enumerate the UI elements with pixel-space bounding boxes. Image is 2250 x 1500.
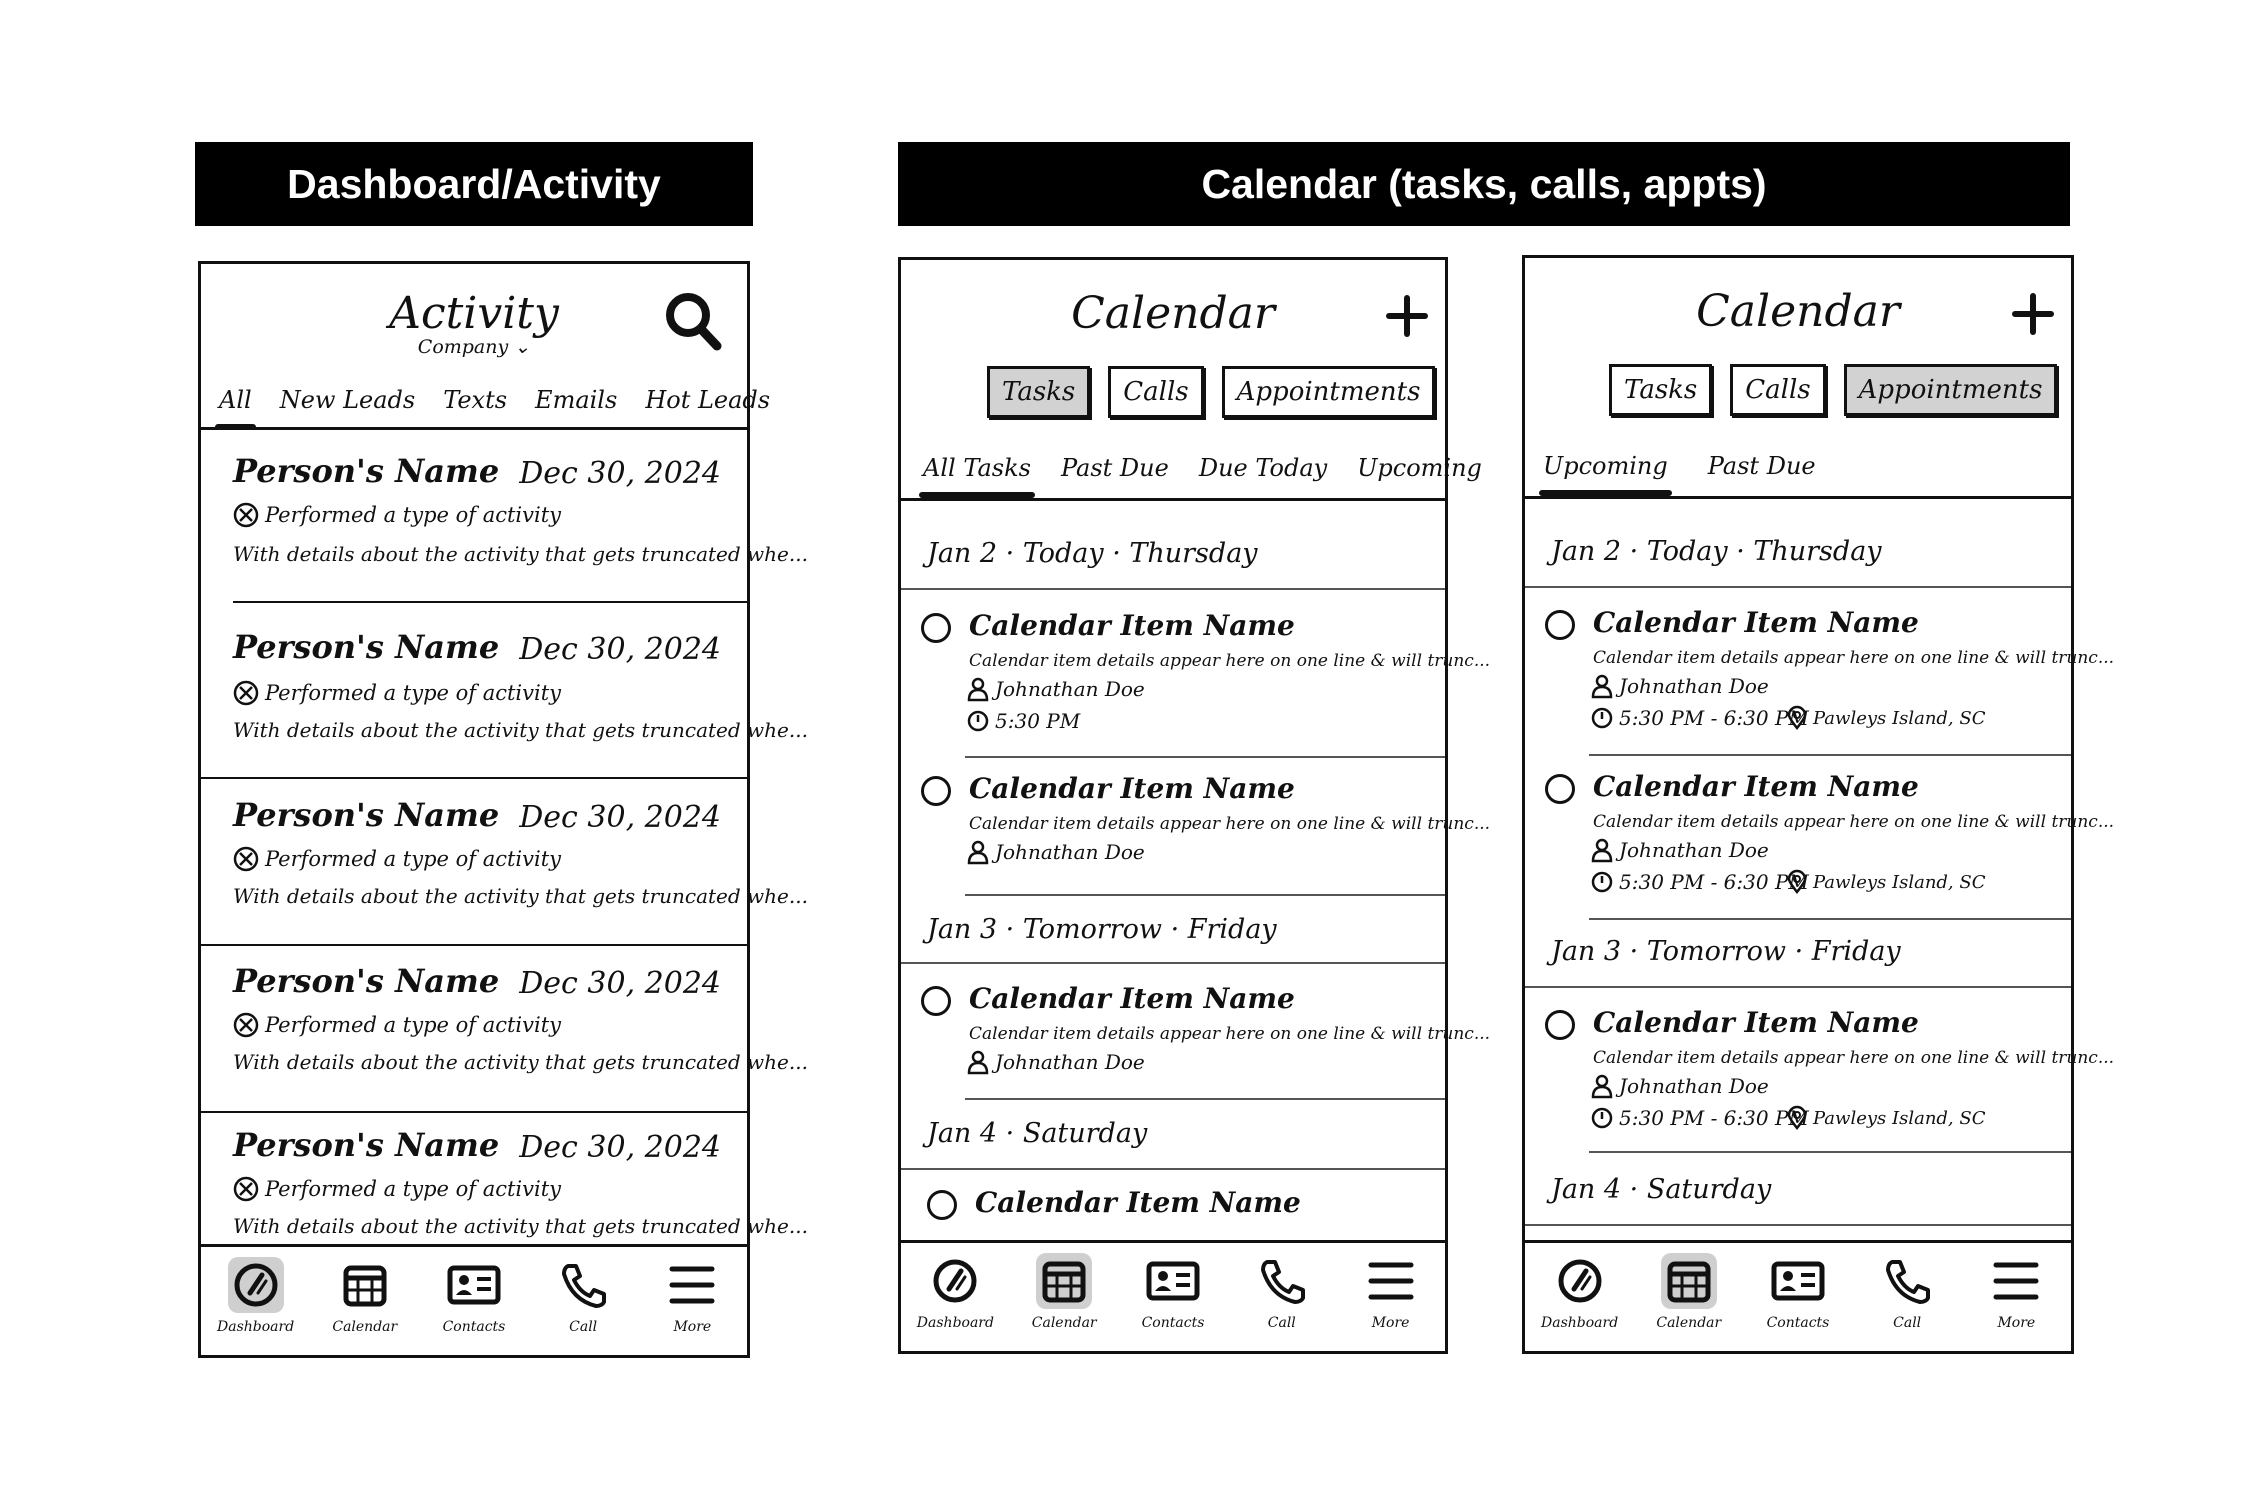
- item-person: [1591, 674, 1769, 698]
- person-name: Person's Name: [233, 796, 500, 834]
- item-name: Calendar Item Name: [969, 772, 1295, 805]
- activity-details: With details about the activity that gets truncated whe...: [233, 1050, 808, 1074]
- nav-label: Contacts: [442, 1319, 506, 1335]
- activity-action-text: Performed a type of activity: [265, 1013, 562, 1037]
- nav-more[interactable]: [1976, 1243, 2056, 1331]
- person-name: Person's Name: [233, 1126, 500, 1164]
- day-header: Jan 2 · Today · Thursday: [1551, 536, 1882, 567]
- item-person: [1591, 1074, 1769, 1098]
- contact-card-icon: [1770, 1253, 1826, 1309]
- location-pin-icon: [1787, 706, 1807, 730]
- item-details: Calendar item details appear here on one line & will trunc...: [969, 651, 1491, 671]
- menu-icon: [1363, 1253, 1419, 1309]
- day-divider: [901, 962, 1445, 964]
- nav-label: Calendar: [332, 1319, 398, 1335]
- activity-action: [233, 680, 561, 706]
- person-name: Johnathan Doe: [995, 677, 1145, 701]
- person-name: Johnathan Doe: [1619, 838, 1769, 862]
- banner-title: Dashboard/Activity: [287, 160, 661, 207]
- banner-title: Calendar (tasks, calls, appts): [1201, 160, 1767, 207]
- contact-card-icon: [1145, 1253, 1201, 1309]
- day-header: Jan 3 · Tomorrow · Friday: [1551, 936, 1901, 967]
- calendar-item[interactable]: [901, 760, 1491, 880]
- chevron-down-icon: ⌄: [514, 336, 531, 358]
- nav-label: Calendar: [1031, 1315, 1097, 1331]
- location-pin-icon: [1787, 870, 1807, 894]
- person-name: Person's Name: [233, 962, 500, 1000]
- bottom-nav: [1525, 1240, 2071, 1351]
- tab-texts[interactable]: Texts: [443, 386, 508, 414]
- add-icon[interactable]: [1385, 294, 1429, 342]
- checkbox-circle-icon[interactable]: [1545, 1010, 1575, 1040]
- banner-dashboard-activity: [195, 142, 753, 226]
- location-text: Pawleys Island, SC: [1813, 707, 1986, 729]
- activity-details: With details about the activity that gets truncated whe...: [233, 884, 808, 908]
- item-divider: [1589, 754, 2071, 756]
- checkbox-circle-icon[interactable]: [921, 613, 951, 643]
- item-divider: [965, 756, 1445, 758]
- item-divider: [1589, 1151, 2071, 1153]
- tabs-divider: [901, 498, 1445, 501]
- row-divider: [233, 601, 747, 603]
- appointment-filter-tabs: [1543, 452, 1816, 480]
- activity-x-circle-icon: [233, 680, 259, 706]
- nav-dashboard[interactable]: [915, 1243, 995, 1331]
- item-details: Calendar item details appear here on one line & will trunc...: [969, 1024, 1491, 1044]
- time-text: 5:30 PM: [995, 709, 1081, 733]
- nav-call[interactable]: [1867, 1243, 1947, 1331]
- clock-icon: [1591, 707, 1613, 729]
- add-icon[interactable]: [2011, 292, 2055, 340]
- item-details: Calendar item details appear here on one line & will trunc...: [1593, 812, 2115, 832]
- tabs-divider: [1525, 496, 2071, 499]
- item-person: [967, 840, 1145, 864]
- activity-details: With details about the activity that gets truncated whe...: [233, 718, 808, 742]
- nav-calendar[interactable]: [1649, 1243, 1729, 1331]
- row-divider: [201, 944, 747, 946]
- time-text: 5:30 PM - 6:30 PM: [1619, 870, 1809, 894]
- person-icon: [967, 677, 989, 701]
- list-item[interactable]: [233, 952, 808, 1117]
- activity-action: [233, 1176, 561, 1202]
- tab-emails[interactable]: Emails: [535, 386, 618, 414]
- checkbox-circle-icon[interactable]: [1545, 774, 1575, 804]
- activity-date: Dec 30, 2024: [519, 966, 721, 1001]
- activity-date: Dec 30, 2024: [519, 800, 721, 835]
- activity-tabs: [219, 386, 770, 414]
- clock-icon: [967, 710, 989, 732]
- activity-x-circle-icon: [233, 1176, 259, 1202]
- activity-action: [233, 1012, 561, 1038]
- nav-more[interactable]: [652, 1247, 732, 1335]
- activity-x-circle-icon: [233, 1012, 259, 1038]
- segment-appointments[interactable]: Appointments: [1844, 364, 2058, 416]
- calendar-grid-icon: [337, 1257, 393, 1313]
- activity-action-text: Performed a type of activity: [265, 503, 562, 527]
- item-name: Calendar Item Name: [969, 982, 1295, 1015]
- tab-new-leads[interactable]: New Leads: [279, 386, 416, 414]
- row-divider: [201, 1111, 747, 1113]
- list-item[interactable]: [233, 786, 808, 951]
- calendar-appointments-screen: [1522, 255, 2115, 1354]
- calendar-item[interactable]: [1525, 758, 2115, 918]
- nav-calendar[interactable]: [1024, 1243, 1104, 1331]
- tab-upcoming[interactable]: Upcoming: [1543, 452, 1668, 480]
- person-icon: [967, 1050, 989, 1074]
- person-name: Person's Name: [233, 452, 500, 490]
- location-text: Pawleys Island, SC: [1813, 1107, 1986, 1129]
- search-icon[interactable]: [663, 290, 723, 356]
- person-icon: [1591, 1074, 1613, 1098]
- segment-calls[interactable]: Calls: [1108, 366, 1203, 418]
- activity-action: [233, 502, 561, 528]
- day-header: Jan 4 · Saturday: [927, 1118, 1148, 1149]
- menu-icon: [664, 1257, 720, 1313]
- calendar-tasks-screen: [898, 257, 1491, 1354]
- activity-x-circle-icon: [233, 846, 259, 872]
- activity-date: Dec 30, 2024: [519, 456, 721, 491]
- dashboard-gauge-icon: [228, 1257, 284, 1313]
- nav-call[interactable]: [1242, 1243, 1322, 1331]
- menu-icon: [1988, 1253, 2044, 1309]
- item-name: Calendar Item Name: [969, 609, 1295, 642]
- activity-action-text: Performed a type of activity: [265, 847, 562, 871]
- nav-calendar[interactable]: [325, 1247, 405, 1335]
- day-divider: [1525, 586, 2071, 588]
- bottom-nav: [201, 1244, 747, 1355]
- nav-label: Dashboard: [916, 1315, 994, 1331]
- nav-label: Call: [1893, 1315, 1922, 1331]
- task-filter-tabs: [923, 454, 1482, 482]
- day-divider: [1525, 1224, 2071, 1226]
- nav-label: Dashboard: [1541, 1315, 1619, 1331]
- item-details: Calendar item details appear here on one line & will trunc...: [1593, 648, 2115, 668]
- tab-hot-leads[interactable]: Hot Leads: [645, 386, 771, 414]
- item-name: Calendar Item Name: [1593, 606, 1919, 639]
- person-icon: [967, 840, 989, 864]
- location-text: Pawleys Island, SC: [1813, 871, 1986, 893]
- item-divider: [1589, 918, 2071, 920]
- person-icon: [1591, 674, 1613, 698]
- nav-label: More: [1997, 1315, 2036, 1331]
- phone-icon: [1254, 1253, 1310, 1309]
- nav-label: More: [1371, 1315, 1410, 1331]
- person-name: Johnathan Doe: [995, 840, 1145, 864]
- nav-label: More: [673, 1319, 712, 1335]
- type-segmented-control: [1609, 364, 2057, 416]
- time-text: 5:30 PM - 6:30 PM: [1619, 706, 1809, 730]
- person-name: Johnathan Doe: [1619, 674, 1769, 698]
- page-title: Activity: [389, 288, 559, 339]
- day-divider: [901, 588, 1445, 590]
- phone-icon: [555, 1257, 611, 1313]
- item-name: Calendar Item Name: [1593, 770, 1919, 803]
- nav-contacts[interactable]: [1758, 1243, 1838, 1331]
- item-location: [1787, 706, 1985, 730]
- page-title: Calendar: [1696, 286, 1900, 337]
- day-divider: [901, 1168, 1445, 1170]
- item-person: [967, 1050, 1145, 1074]
- nav-label: Calendar: [1656, 1315, 1722, 1331]
- list-item[interactable]: [233, 618, 808, 783]
- nav-label: Call: [1267, 1315, 1296, 1331]
- dashboard-gauge-icon: [1552, 1253, 1608, 1309]
- bottom-nav: [901, 1240, 1445, 1351]
- person-name: Johnathan Doe: [995, 1050, 1145, 1074]
- calendar-item[interactable]: [901, 595, 1491, 755]
- tab-upcoming[interactable]: Upcoming: [1357, 454, 1482, 482]
- item-time: [967, 709, 1080, 733]
- day-header: Jan 4 · Saturday: [1551, 1174, 1772, 1205]
- checkbox-circle-icon[interactable]: [921, 986, 951, 1016]
- banner-calendar: [898, 142, 2070, 226]
- activity-x-circle-icon: [233, 502, 259, 528]
- activity-date: Dec 30, 2024: [519, 632, 721, 667]
- calendar-item[interactable]: [1525, 592, 2115, 752]
- tab-all[interactable]: All: [219, 386, 252, 414]
- activity-details: With details about the activity that gets truncated whe...: [233, 542, 808, 566]
- calendar-grid-icon: [1036, 1253, 1092, 1309]
- item-name: Calendar Item Name: [975, 1186, 1301, 1219]
- company-label: Company: [417, 336, 509, 358]
- day-header: Jan 3 · Tomorrow · Friday: [927, 914, 1277, 945]
- segment-tasks[interactable]: Tasks: [1609, 364, 1712, 416]
- activity-action-text: Performed a type of activity: [265, 681, 562, 705]
- list-item[interactable]: [233, 444, 808, 609]
- activity-action: [233, 846, 561, 872]
- page-title: Calendar: [1071, 288, 1275, 339]
- time-text: 5:30 PM - 6:30 PM: [1619, 1106, 1809, 1130]
- item-time: [1591, 870, 1809, 894]
- day-divider: [1525, 986, 2071, 988]
- segment-tasks[interactable]: Tasks: [987, 366, 1090, 418]
- nav-more[interactable]: [1351, 1243, 1431, 1331]
- tab-due-today[interactable]: Due Today: [1198, 454, 1328, 482]
- person-name: Johnathan Doe: [1619, 1074, 1769, 1098]
- item-details: Calendar item details appear here on one line & will trunc...: [1593, 1048, 2115, 1068]
- item-person: [1591, 838, 1769, 862]
- checkbox-circle-icon[interactable]: [921, 776, 951, 806]
- location-pin-icon: [1787, 1106, 1807, 1130]
- item-location: [1787, 870, 1985, 894]
- calendar-grid-icon: [1661, 1253, 1717, 1309]
- nav-call[interactable]: [543, 1247, 623, 1335]
- tab-all-tasks[interactable]: All Tasks: [923, 454, 1031, 482]
- nav-dashboard[interactable]: [1540, 1243, 1620, 1331]
- dashboard-gauge-icon: [927, 1253, 983, 1309]
- segment-appointments[interactable]: Appointments: [1222, 366, 1436, 418]
- calendar-item[interactable]: [901, 968, 1491, 1088]
- item-time: [1591, 706, 1809, 730]
- nav-contacts[interactable]: [434, 1247, 514, 1335]
- clock-icon: [1591, 871, 1613, 893]
- nav-label: Contacts: [1141, 1315, 1205, 1331]
- tab-past-due[interactable]: Past Due: [1060, 454, 1169, 482]
- tabs-divider: [201, 427, 747, 430]
- item-location: [1787, 1106, 1985, 1130]
- activity-screen: [198, 261, 808, 1358]
- contact-card-icon: [446, 1257, 502, 1313]
- tab-past-due[interactable]: Past Due: [1707, 452, 1816, 480]
- activity-details: With details about the activity that gets truncated whe...: [233, 1214, 808, 1238]
- phone-icon: [1879, 1253, 1935, 1309]
- item-details: Calendar item details appear here on one line & will trunc...: [969, 814, 1491, 834]
- activity-action-text: Performed a type of activity: [265, 1177, 562, 1201]
- day-header: Jan 2 · Today · Thursday: [927, 538, 1258, 569]
- person-name: Person's Name: [233, 628, 500, 666]
- activity-date: Dec 30, 2024: [519, 1130, 721, 1165]
- clock-icon: [1591, 1107, 1613, 1129]
- checkbox-circle-icon[interactable]: [1545, 610, 1575, 640]
- person-icon: [1591, 838, 1613, 862]
- item-divider: [965, 1098, 1445, 1100]
- nav-label: Call: [569, 1319, 598, 1335]
- nav-label: Contacts: [1766, 1315, 1830, 1331]
- row-divider: [201, 777, 747, 779]
- item-name: Calendar Item Name: [1593, 1006, 1919, 1039]
- type-segmented-control: [987, 366, 1435, 418]
- item-time: [1591, 1106, 1809, 1130]
- item-person: [967, 677, 1145, 701]
- nav-label: Dashboard: [217, 1319, 295, 1335]
- nav-dashboard[interactable]: [216, 1247, 296, 1335]
- nav-contacts[interactable]: [1133, 1243, 1213, 1331]
- item-divider: [965, 894, 1445, 896]
- segment-calls[interactable]: Calls: [1730, 364, 1825, 416]
- calendar-item[interactable]: [901, 1172, 1451, 1242]
- calendar-item[interactable]: [1525, 992, 2115, 1152]
- checkbox-circle-icon[interactable]: [927, 1190, 957, 1220]
